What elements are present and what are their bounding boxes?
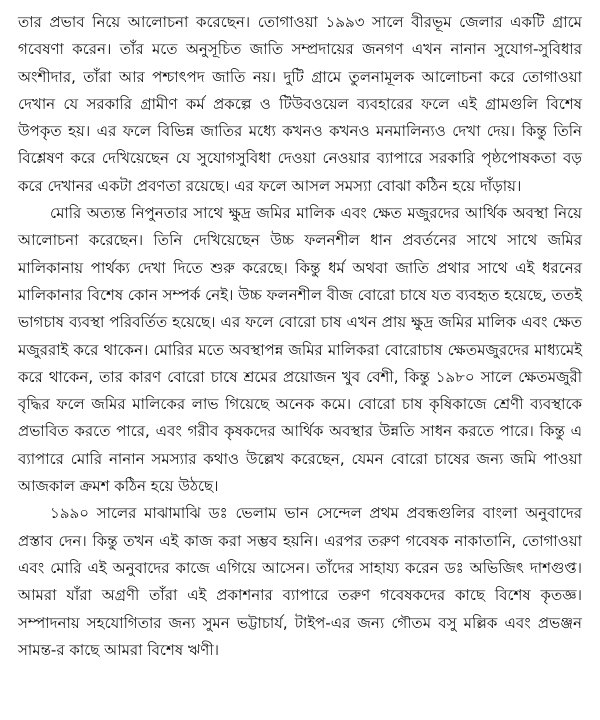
paragraph-togawa: তার প্রভাব নিয়ে আলোচনা করেছেন। তোগাওয়া ১৯৯৩ সালে বীরভূম জেলার একটি গ্রামে গবেষণা করেন। তাঁর মতে অনুসূচিত জাতি সম্প্রদায়ের জনগণ এখন নানান সুযোগ-সুবিধার অংশীদার, তাঁরা আর পশ্চাৎপদ জাতি নয়। দুটি গ্রামে তুলনামূলক আলোচনা করে তোগাওয়া দেখান যে সরকারি গ্রামীণ কর্ম প্রকল্পে ও টিউবওয়েল ব্যবহারের ফলে এই গ্রামগুলি বিশেষ উপকৃত হয়। এর ফলে বিভিন্ন জাতির মধ্যে কখনও কখনও মনমালিন্যও দেখা দেয়। কিন্তু তিনি বিশ্লেষণ করে দেখিয়েছেন যে সুযোগসুবিধা দেওয়া নেওয়ার ব্যাপারে সরকারি পৃষ্ঠপোষকতা বড় করে দেখানর একটা প্রবণতা রয়েছে। এর ফলে আসল সমস্যা বোঝা কঠিন হয়ে দাঁড়ায়। — [18, 13, 582, 195]
paragraph-mori: মোরি অত্যন্ত নিপুনতার সাথে ক্ষুদ্র জমির মালিক এবং ক্ষেত মজুরদের আর্থিক অবস্থা নিয়ে আলোচনা করেছেন। তিনি দেখিয়েছেন উচ্চ ফলনশীল ধান প্রবর্তনের সাথে সাথে জমির মালিকানায় পার্থক্য দেখা দিতে শুরু করেছে। কিন্তু ধর্ম অথবা জাতি প্রথার সাথে এই ধরনের মালিকানার বিশেষ কোন সম্পর্ক নেই। উচ্চ ফলনশীল বীজ বোরো চাষে যত ব্যবহৃত হয়েছে, ততই ভাগচাষ ব্যবস্থা পরিবর্তিত হয়েছে। এর ফলে বোরো চাষ এখন প্রায় ক্ষুদ্র জমির মালিক এবং ক্ষেত মজুররাই করে থাকেন। মোরির মতে অবস্থাপন্ন জমির মালিকরা বোরোচাষ ক্ষেতমজুরদের মাধ্যমেই করে থাকেন, তার কারণ বোরো চাষে শ্রমের প্রয়োজন খুব বেশী, কিন্তু ১৯৮০ সালে ক্ষেতমজুরী বৃদ্ধির ফলে জমির মালিকের লাভ গিয়েছে অনেক কমে। বোরো চাষ কৃষিকাজে শ্রেণী ব্যবস্থাকে প্রভাবিত করতে পারে, এবং গরীব কৃষকদের আর্থিক অবস্থার উন্নতি সাধন করতে পারে। কিন্তু এ ব্যাপারে মোরি নানান সমস্যার কথাও উল্লেখ করেছেন, যেমন বোরো চাষের জন্য জমি পাওয়া আজকাল ক্রমশ কঠিন হয়ে উঠছে। — [18, 204, 582, 496]
paragraph-acknowledgements: ১৯৯০ সালের মাঝামাঝি ডঃ ভেলাম ভান সেন্দেল প্রথম প্রবন্ধগুলির বাংলা অনুবাদের প্রস্তাব দেন। কিন্তু তখন এই কাজ করা সম্ভব হয়নি। এরপর তরুণ গবেষক নাকাতানি, তোগাওয়া এবং মোরি এই অনুবাদের কাজে এগিয়ে আসেন। তাঁদের সাহায্য করেন ডঃ অভিজিৎ দাশগুপ্ত। আমরা যাঁরা অগ্রণী তাঁরা এই প্রকাশনার ব্যাপারে তরুণ গবেষকদের কাছে বিশেষ কৃতজ্ঞ। সম্পাদনায় সহযোগিতার জন্য সুমন ভট্টাচার্য, টাইপ-এর জন্য গৌতম বসু মল্লিক এবং প্রভঞ্জন সামন্ত-র কাছে আমরা বিশেষ ঋণী। — [18, 504, 582, 659]
